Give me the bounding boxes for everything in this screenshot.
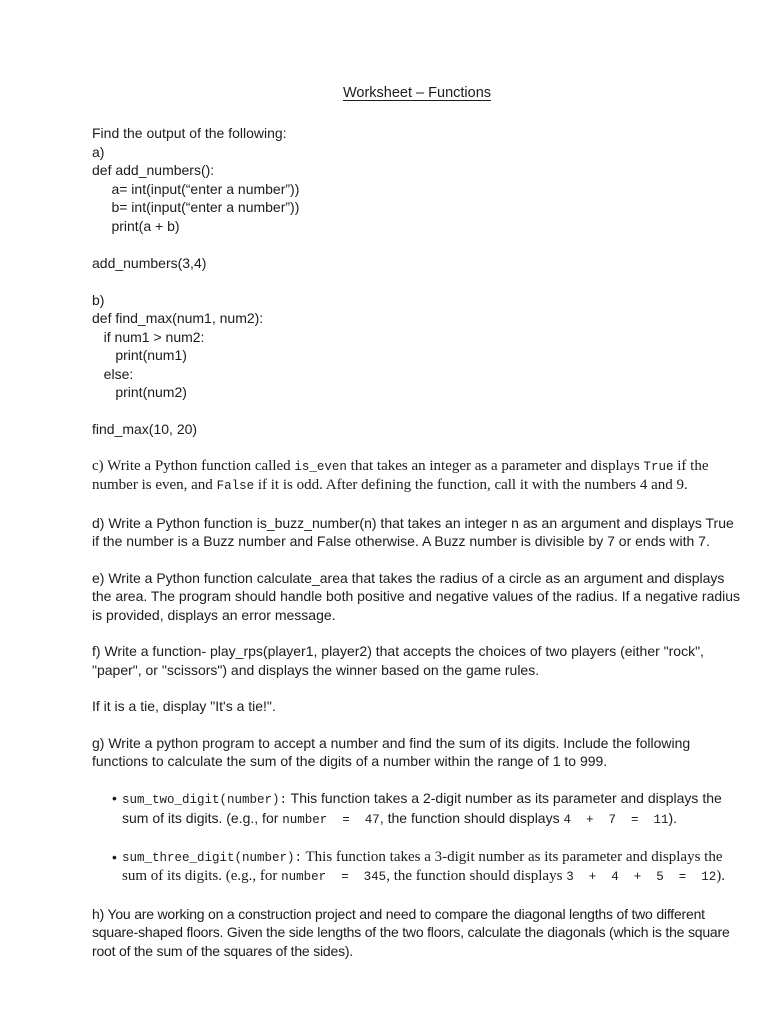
exercise-g: g) Write a python program to accept a number and find the sum of its digits. Include the following functions to calculate the sum of the digits of a number within the range of 1 to 999.: [92, 734, 691, 769]
bullet-text-run: , the function should displays: [379, 810, 564, 826]
exercise-a: [92, 143, 742, 273]
exercise-b-call: find_max(10, 20): [92, 421, 198, 437]
exercise-b: [92, 291, 742, 439]
blank-line: [92, 235, 742, 254]
code-line: print(num2): [92, 384, 187, 400]
exercise-e: e) Write a Python function calculate_area that takes the radius of a circle as an argument and displays the area. The program should handle both positive and negative values of the radius. If a negative radius is provided, displays an error message.: [92, 569, 741, 623]
bullet-text: [122, 848, 742, 887]
code-line: a= int(input(“enter a number”)): [92, 180, 300, 197]
tie-note: If it is a tie, display "It's a tie!".: [92, 698, 276, 714]
code-line: def find_max(num1, num2):: [92, 310, 264, 326]
bullet-icon: •: [112, 789, 117, 806]
inline-code: True: [643, 459, 674, 474]
exercise-f: f) Write a function- play_rps(player1, player2) that accepts the choices of two players (either "rock", "paper", or "scissors") and displays the winner based on the game rules.: [92, 643, 704, 678]
bullet-icon: •: [112, 848, 117, 865]
inline-code: number = 345: [281, 870, 387, 884]
exercise-a-call: add_numbers(3,4): [92, 254, 207, 271]
inline-code: sum_two_digit(number):: [122, 792, 288, 807]
exercise-c: [92, 457, 742, 496]
code-line: def add_numbers():: [92, 162, 215, 178]
bullet-text-run: ).: [668, 810, 678, 826]
inline-code: 3 + 4 + 5 = 12: [566, 870, 717, 884]
exercise-h: h) You are working on a construction project and need to compare the diagonal lengths of two different square-shaped floors. Given the side lengths of the two floors, calculate the diagonals (which is the square root of the sum of the squares of the sides).: [92, 905, 730, 959]
exercise-a-label: a): [92, 143, 105, 160]
bullet-text: [122, 789, 742, 830]
inline-code: False: [216, 479, 255, 493]
title-row: [92, 84, 742, 102]
exercise-b-label: b): [92, 291, 105, 308]
exercise-d: d) Write a Python function is_buzz_number(n) that takes an integer n as an argument and displays True if the number is a Buzz number and False otherwise. A Buzz number is divisible by 7 or ends with 7.: [92, 514, 734, 549]
bullet-text-run: , the function should displays: [386, 868, 567, 884]
bullet-item-sum-three-digit: [92, 848, 742, 887]
exercise-c-text: that takes an integer as a parameter and displays: [346, 457, 644, 474]
exercise-c-text: if the number is even, and: [92, 457, 713, 493]
code-line: if num1 > num2:: [92, 328, 205, 345]
code-line: print(num1): [92, 347, 187, 363]
inline-code: is_even: [294, 459, 347, 474]
bullet-text-run: This function takes a 3-digit number as its parameter and displays the sum of its digits. (e.g., for: [122, 848, 727, 884]
inline-code: 4 + 7 = 11: [563, 813, 669, 827]
inline-code: number = 47: [282, 813, 380, 827]
exercise-c-text: c) Write a Python function called: [92, 457, 295, 474]
inline-code: sum_three_digit(number):: [122, 850, 303, 865]
exercise-c-text: if it is odd. After defining the function, call it with the numbers 4 and 9.: [254, 477, 688, 493]
bullet-text-run: ).: [716, 868, 725, 884]
worksheet-title: Worksheet – Functions: [342, 85, 492, 101]
bullet-item-sum-two-digit: [92, 789, 742, 830]
intro-line: Find the output of the following:: [92, 125, 287, 141]
blank-line: [92, 402, 742, 421]
code-line: print(a + b): [92, 217, 180, 234]
code-line: else:: [92, 365, 134, 382]
code-line: b= int(input(“enter a number”)): [92, 199, 300, 215]
bullet-text-run: This function takes a 2-digit number as its parameter and displays the sum of its digits. (e.g., for: [122, 789, 726, 826]
